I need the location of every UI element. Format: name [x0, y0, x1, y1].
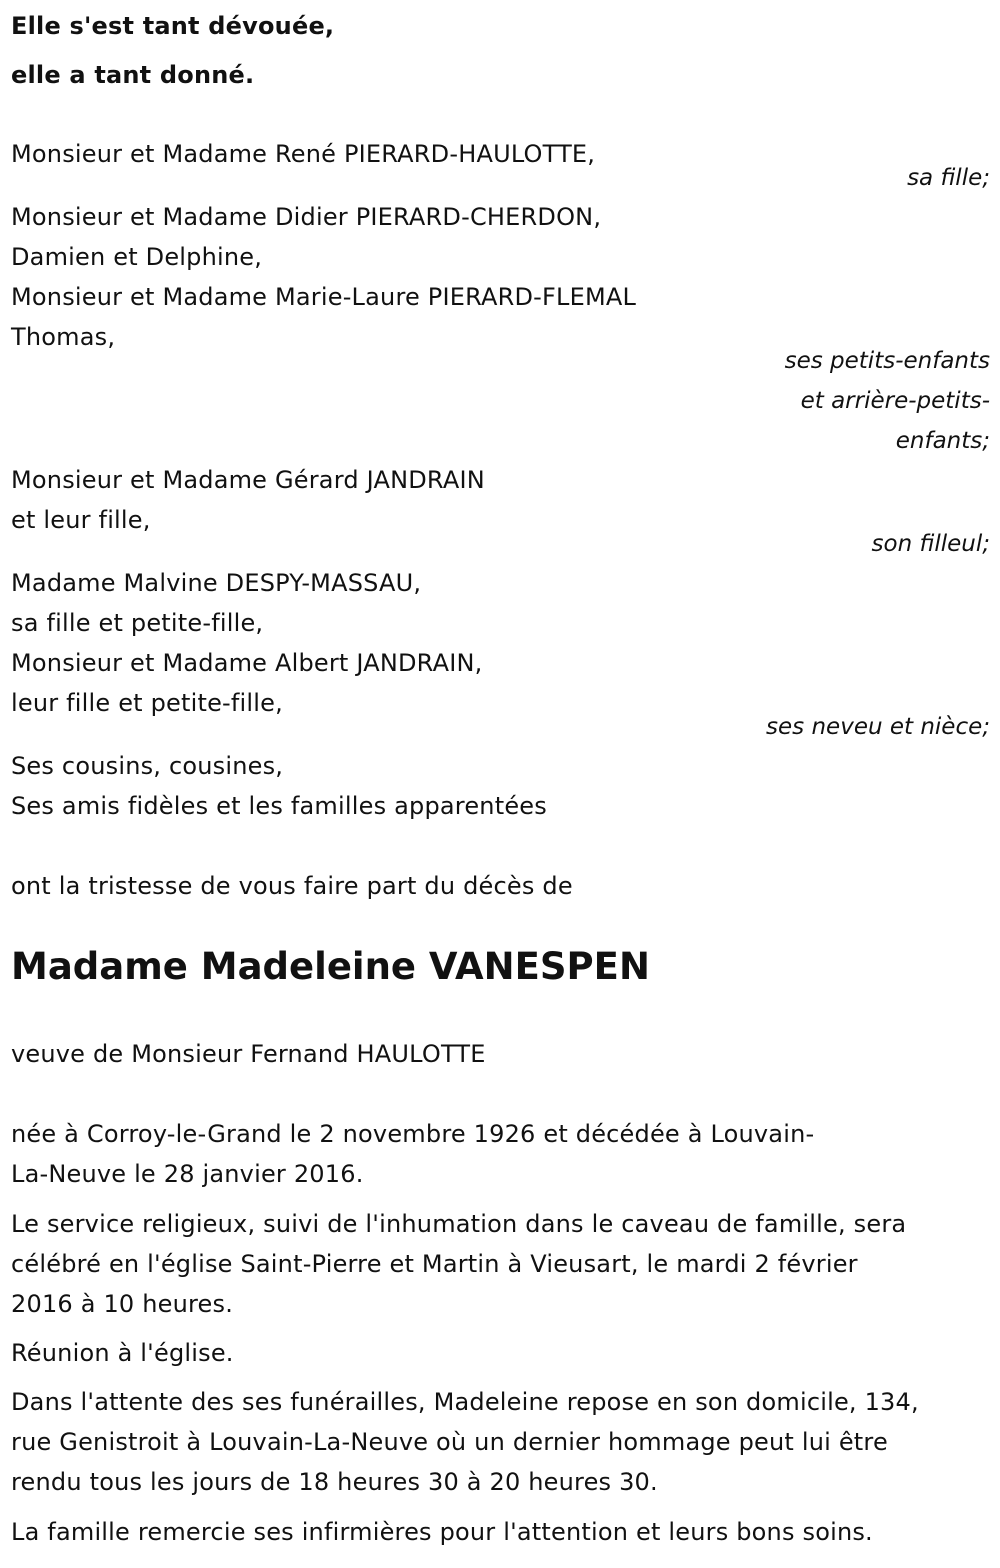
relationship-label: et arrière-petits- — [800, 388, 990, 414]
family-line: et leur fille, — [11, 506, 151, 534]
relationship-label: ses neveu et nièce; — [766, 714, 990, 740]
family-line: Monsieur et Madame Marie-Laure PIERARD-FLEMAL — [11, 283, 637, 311]
meeting-text: Réunion à l'église. — [11, 1339, 234, 1367]
family-line: Ses cousins, cousines, — [11, 752, 284, 780]
family-line: Thomas, — [11, 323, 116, 351]
verse-line-2: elle a tant donné. — [11, 61, 255, 89]
thanks-text: La famille remercie ses infirmières pour l'attention et leurs bons soins. — [11, 1518, 873, 1546]
family-line: leur fille et petite-fille, — [11, 689, 283, 717]
family-line: Monsieur et Madame Gérard JANDRAIN — [11, 466, 485, 494]
family-line: Monsieur et Madame René PIERARD-HAULOTTE, — [11, 140, 596, 168]
birth-death-line: La-Neuve le 28 janvier 2016. — [11, 1160, 364, 1188]
relationship-label: ses petits-enfants — [784, 348, 990, 374]
birth-death-line: née à Corroy-le-Grand le 2 novembre 1926 et décédée à Louvain- — [11, 1120, 815, 1148]
deceased-name: Madame Madeleine VANESPEN — [11, 945, 650, 988]
widow-of-text: veuve de Monsieur Fernand HAULOTTE — [11, 1040, 486, 1068]
service-line: Le service religieux, suivi de l'inhumation dans le caveau de famille, sera — [11, 1210, 907, 1238]
family-line: sa fille et petite-fille, — [11, 609, 264, 637]
verse-line-1: Elle s'est tant dévouée, — [11, 12, 335, 40]
family-line: Damien et Delphine, — [11, 243, 263, 271]
repose-line: Dans l'attente des ses funérailles, Madeleine repose en son domicile, 134, — [11, 1388, 919, 1416]
family-line: Madame Malvine DESPY-MASSAU, — [11, 569, 422, 597]
service-line: 2016 à 10 heures. — [11, 1290, 234, 1318]
family-line: Ses amis fidèles et les familles apparentées — [11, 792, 547, 820]
service-line: célébré en l'église Saint-Pierre et Martin à Vieusart, le mardi 2 février — [11, 1250, 858, 1278]
relationship-label: sa fille; — [907, 165, 990, 191]
family-line: Monsieur et Madame Albert JANDRAIN, — [11, 649, 483, 677]
repose-line: rendu tous les jours de 18 heures 30 à 20 heures 30. — [11, 1468, 658, 1496]
relationship-label: son filleul; — [871, 531, 990, 557]
family-line: Monsieur et Madame Didier PIERARD-CHERDON, — [11, 203, 602, 231]
relationship-label: enfants; — [895, 428, 990, 454]
repose-line: rue Genistroit à Louvain-La-Neuve où un dernier hommage peut lui être — [11, 1428, 888, 1456]
announcement-text: ont la tristesse de vous faire part du décès de — [11, 872, 573, 900]
